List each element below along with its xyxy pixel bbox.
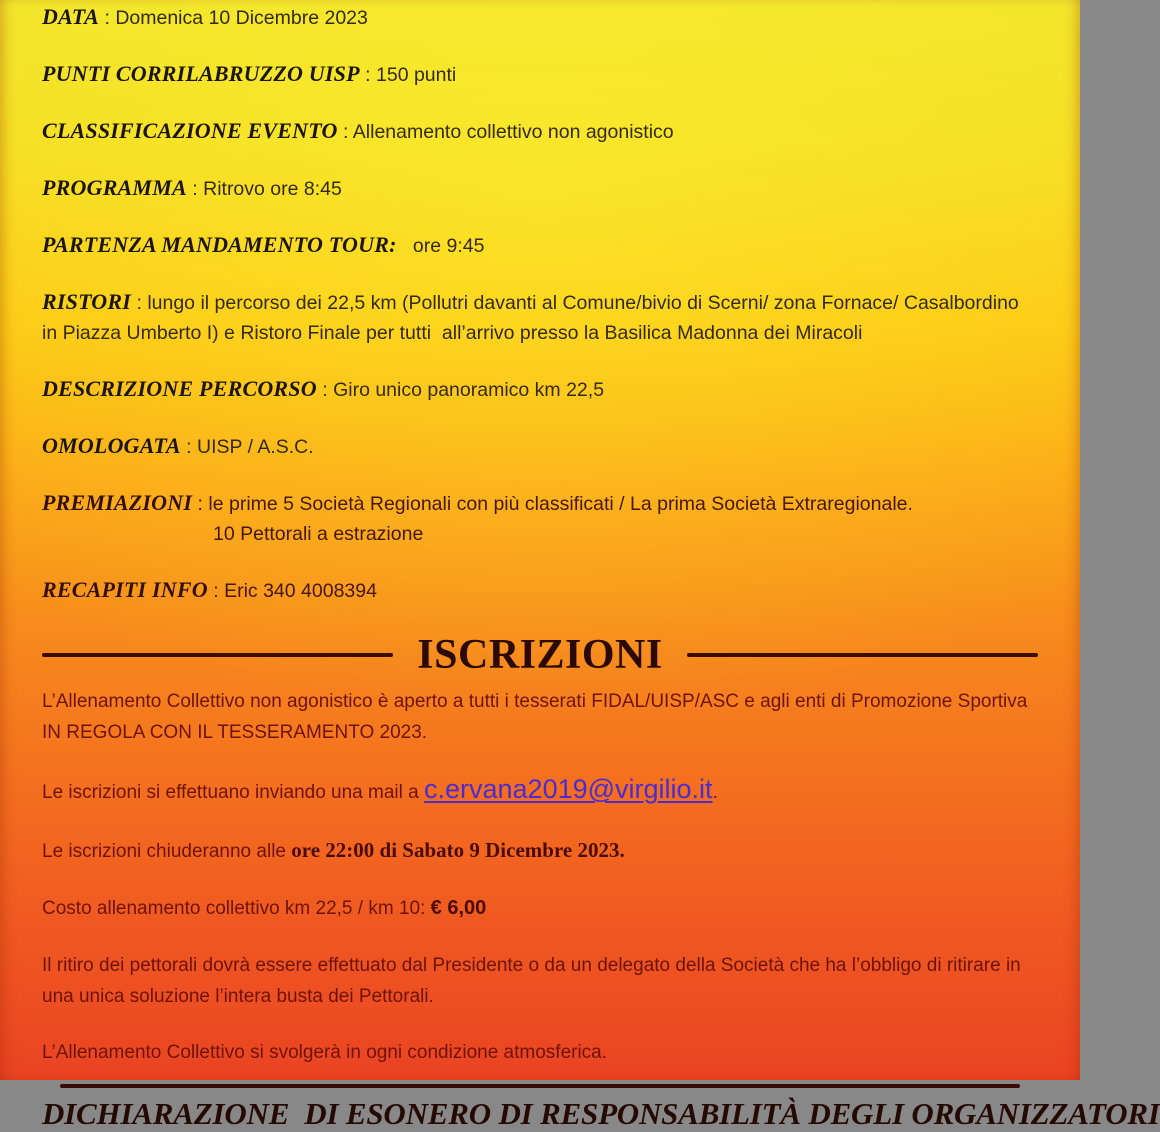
detail-row-ristori [42, 287, 1038, 348]
detail-separator: : [192, 493, 209, 515]
detail-value: Allenamento collettivo non agonistico [352, 121, 674, 143]
detail-label: PARTENZA MANDAMENTO TOUR: [42, 232, 397, 257]
detail-label: CLASSIFICAZIONE EVENTO [42, 118, 338, 143]
detail-separator: : [337, 121, 353, 143]
paragraph-deadline [42, 835, 1038, 867]
detail-separator: : [99, 7, 116, 29]
detail-value: Domenica 10 Dicembre 2023 [115, 7, 368, 29]
detail-row-partenza [42, 230, 1038, 261]
paragraph-line: L’Allenamento Collettivo non agonistico è aperto a tutti i tesserati FIDAL/UISP/ASC e agli enti di Promozione Sportiva [42, 691, 1028, 712]
paragraph-registration-email [42, 771, 1038, 811]
detail-row-programma [42, 173, 1038, 204]
detail-value: 150 punti [376, 64, 457, 86]
detail-separator: : [207, 580, 225, 602]
paragraph-text: Le iscrizioni chiuderanno alle [42, 841, 292, 862]
paragraph-cost [42, 893, 1038, 924]
detail-row-punti [42, 59, 1038, 90]
detail-separator: : [359, 64, 376, 86]
detail-label: PREMIAZIONI [42, 490, 193, 515]
deadline-date: ore 22:00 di Sabato 9 Dicembre 2023. [291, 838, 625, 862]
detail-label: PROGRAMMA [42, 175, 187, 200]
disclaimer-title: DICHIARAZIONE DI ESONERO DI RESPONSABILITÀ DEGLI ORGANIZZATORI [42, 1096, 1160, 1131]
footer-divider [60, 1084, 1020, 1088]
detail-row-omologata [42, 431, 1038, 462]
detail-row-descrizione [42, 374, 1038, 405]
heading-rule-right [687, 653, 1038, 657]
event-details [42, 2, 1038, 606]
detail-label: DATA [42, 4, 100, 29]
paragraph-bib-pickup [42, 950, 1038, 1012]
paragraph-weather [42, 1037, 1038, 1068]
detail-value: lungo il percorso dei 22,5 km (Pollutri davanti al Comune/bivio di Scerni/ zona Fornace/ Casalbordino [147, 292, 1019, 314]
paragraph-line: una unica soluzione l’intera busta dei Pettorali. [42, 986, 434, 1007]
detail-label: RECAPITI INFO [42, 577, 208, 602]
iscrizioni-section-heading [42, 632, 1038, 678]
detail-label: OMOLOGATA [42, 433, 181, 458]
detail-separator: : [180, 436, 197, 458]
detail-separator: : [186, 178, 204, 200]
email-link[interactable]: c.ervana2019@virgilio.it [424, 774, 713, 804]
detail-label: DESCRIZIONE PERCORSO [42, 376, 317, 401]
detail-value: le prime 5 Società Regionali con più classificati / La prima Società Extraregionale. [208, 493, 913, 515]
detail-separator: : [316, 379, 334, 401]
detail-label: RISTORI [42, 289, 132, 314]
paragraph-line: IN REGOLA CON IL TESSERAMENTO 2023. [42, 722, 428, 743]
heading-rule-left [42, 653, 393, 657]
detail-value-line2: in Piazza Umberto I) e Ristoro Finale per tutti all’arrivo presso la Basilica Madonna dei Miracoli [42, 322, 863, 344]
detail-row-premiazioni [42, 488, 1038, 549]
detail-value: Ritrovo ore 8:45 [203, 178, 342, 200]
detail-value: Giro unico panoramico km 22,5 [333, 379, 605, 401]
detail-separator: : [131, 292, 148, 314]
detail-separator [397, 235, 413, 257]
paragraph-text: L’Allenamento Collettivo si svolgerà in ogni condizione atmosferica. [42, 1042, 608, 1063]
detail-value-line2: 10 Pettorali a estrazione [213, 523, 424, 545]
detail-value: ore 9:45 [412, 235, 485, 257]
section-title-iscrizioni: ISCRIZIONI [417, 632, 663, 678]
detail-value: UISP / A.S.C. [196, 436, 314, 458]
detail-row-classificazione [42, 116, 1038, 147]
paragraph-line: Il ritiro dei pettorali dovrà essere effettuato dal Presidente o da un delegato della Società che ha l’obbligo di ritirare in [42, 955, 1021, 976]
detail-row-recapiti [42, 575, 1038, 606]
detail-label: PUNTI CORRILABRUZZO UISP [42, 61, 360, 86]
paragraph-text: Costo allenamento collettivo km 22,5 / km 10: [42, 898, 431, 919]
detail-row-data [42, 2, 1038, 33]
paragraph-text: Le iscrizioni si effettuano inviando una mail a [42, 782, 424, 803]
detail-value: Eric 340 4008394 [224, 580, 377, 602]
cost-value: € 6,00 [430, 897, 487, 919]
paragraph-eligibility [42, 686, 1038, 748]
paragraph-text: . [712, 782, 718, 803]
